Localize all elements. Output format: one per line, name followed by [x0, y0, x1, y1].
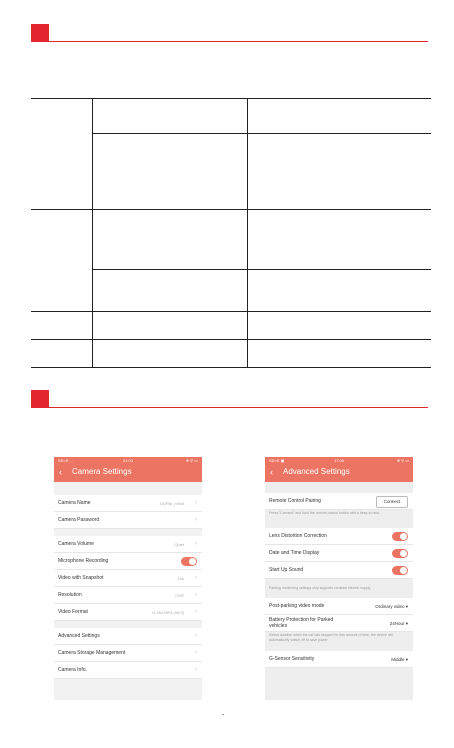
row-label: Camera Info.: [58, 667, 87, 673]
section-rule: [49, 407, 428, 408]
status-carrier: SD>E ▣: [269, 458, 285, 463]
row-label: Battery Protection for Parked vehicles: [269, 617, 334, 629]
video-format-row[interactable]: [54, 604, 202, 621]
table-line: [31, 311, 431, 312]
table-line: [31, 98, 431, 99]
page-title: Camera Settings: [72, 467, 132, 476]
table-line: [92, 269, 431, 270]
lens-distortion-toggle[interactable]: [392, 532, 408, 541]
chevron-right-icon: ›: [195, 592, 197, 598]
camera-password-row[interactable]: [54, 512, 202, 529]
dropdown-value: 24Hour: [389, 621, 405, 626]
row-label: Camera Password: [58, 517, 100, 523]
table-line: [31, 367, 431, 368]
start-up-sound-row: [265, 562, 413, 579]
dropdown-value: Ordinary video: [375, 604, 405, 609]
section-header-1: [31, 24, 428, 42]
row-label: Post-parking video mode: [269, 603, 325, 609]
status-bar: [54, 457, 202, 464]
row-label: Remote Control Pairing: [269, 498, 321, 504]
table-line: [31, 339, 431, 340]
advanced-settings-row[interactable]: [54, 628, 202, 645]
section-marker: [31, 24, 49, 42]
table-line: [247, 98, 248, 368]
row-label: Lens Distortion Correction: [269, 533, 327, 539]
chevron-right-icon: ›: [195, 541, 197, 547]
back-chevron-icon[interactable]: ‹: [59, 467, 62, 477]
settings-table: [31, 98, 431, 368]
resolution-row[interactable]: [54, 587, 202, 604]
section-marker: [31, 390, 49, 408]
lens-distortion-row: [265, 528, 413, 545]
row-label: Resolution: [58, 592, 82, 598]
chevron-right-icon: ›: [195, 500, 197, 506]
row-dropdown[interactable]: [375, 598, 408, 615]
table-line: [92, 133, 431, 134]
microphone-toggle[interactable]: [181, 557, 197, 566]
video-snapshot-row[interactable]: [54, 570, 202, 587]
microphone-recording-row: [54, 553, 202, 570]
chevron-right-icon: ›: [195, 633, 197, 639]
row-value: 720P: [174, 593, 184, 598]
row-label: Start Up Sound: [269, 567, 304, 573]
page-title: Advanced Settings: [283, 467, 350, 476]
chevron-right-icon: ›: [195, 609, 197, 615]
row-value: DDPAI_mini3: [160, 501, 184, 506]
chevron-right-icon: ›: [195, 517, 197, 523]
table-line: [31, 209, 431, 210]
advanced-settings-screenshot: [265, 457, 413, 700]
table-line: [92, 98, 93, 368]
camera-volume-row[interactable]: [54, 536, 202, 553]
caret-down-icon: ▾: [405, 621, 408, 626]
start-up-sound-toggle[interactable]: [392, 566, 408, 575]
post-parking-mode-row[interactable]: [265, 598, 413, 615]
remote-hint: Press "Connect" and hold the remote control button with a beep to bind.: [269, 511, 381, 515]
remote-pairing-row: [265, 493, 413, 510]
row-value: Quiet: [174, 542, 184, 547]
row-value: H.264 MP4 (16:9): [152, 610, 184, 615]
storage-management-row[interactable]: [54, 645, 202, 662]
row-label: Advanced Settings: [58, 633, 100, 639]
connect-button[interactable]: Connect: [376, 496, 408, 508]
page-number: -: [222, 712, 225, 719]
camera-name-row[interactable]: [54, 495, 202, 512]
status-time: 17:06: [333, 458, 344, 463]
row-label: Video with Snapshot: [58, 575, 104, 581]
row-label: Camera Name: [58, 500, 91, 506]
back-chevron-icon[interactable]: ‹: [270, 467, 273, 477]
battery-hint: Select duration when the car has stopped for this amount of time, the device will automatically switch off to save power.: [269, 633, 393, 642]
date-time-toggle[interactable]: [392, 549, 408, 558]
nav-bar: [54, 464, 202, 482]
battery-protection-row[interactable]: [265, 615, 413, 632]
row-label: Date and Time Display: [269, 550, 320, 556]
status-icons: ⊕ ⚲ ▭: [396, 458, 409, 463]
camera-info-row[interactable]: [54, 662, 202, 679]
chevron-right-icon: ›: [195, 575, 197, 581]
status-carrier: SD>E ...: [58, 458, 74, 463]
parking-hint: Parking monitoring settings only supports constant electric supply.: [269, 586, 372, 590]
caret-down-icon: ▾: [405, 604, 408, 609]
row-dropdown[interactable]: [390, 615, 408, 632]
section-header-2: [31, 390, 428, 408]
dropdown-value: Middle: [391, 657, 405, 662]
g-sensor-row[interactable]: [265, 651, 413, 668]
status-time: 21:03: [122, 458, 133, 463]
status-icons: ⊕ ⚲ ▭: [185, 458, 198, 463]
row-label: G-Sensor Sensitivity: [269, 656, 315, 662]
section-rule: [49, 41, 428, 42]
row-value: 15s: [177, 576, 184, 581]
nav-bar: [265, 464, 413, 482]
row-label: Camera Storage Management: [58, 650, 126, 656]
row-dropdown[interactable]: [391, 651, 408, 668]
caret-down-icon: ▾: [405, 657, 408, 662]
date-time-display-row: [265, 545, 413, 562]
chevron-right-icon: ›: [195, 667, 197, 673]
status-bar: [265, 457, 413, 464]
row-label: Camera Volume: [58, 541, 94, 547]
camera-settings-screenshot: [54, 457, 202, 700]
row-label: Microphone Recording: [58, 558, 109, 564]
chevron-right-icon: ›: [195, 650, 197, 656]
row-label: Video Format: [58, 609, 88, 615]
